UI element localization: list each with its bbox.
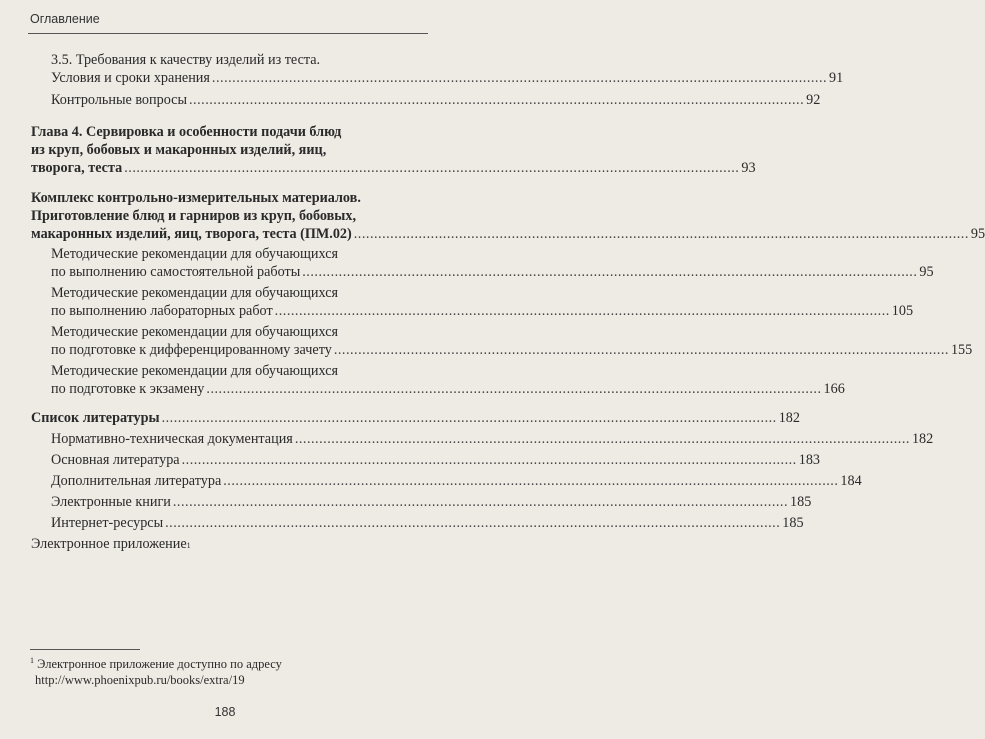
dot-leader: ........................................................................................................................................................ [124, 160, 740, 176]
toc-page-number: 95 [970, 226, 985, 242]
toc-entry [51, 430, 934, 448]
toc-entry-title: Методические рекомендации для обучающихся [51, 285, 339, 301]
dot-leader: ........................................................................................................................................................ [161, 410, 777, 426]
toc-entry-title: Условия и сроки хранения [51, 70, 210, 86]
toc-entry-title: Методические рекомендации для обучающихся [51, 363, 339, 379]
toc-entry-title: Основная литература [51, 452, 180, 468]
toc-entry-title: Методические рекомендации для обучающихся [51, 246, 339, 262]
toc-page-number: 95 [919, 264, 934, 280]
dot-leader: ........................................................................................................................................................ [223, 473, 839, 489]
footnote-rule [30, 649, 140, 650]
toc-page-number: 183 [798, 452, 820, 468]
toc-entry [51, 362, 845, 398]
toc-page-number: 92 [806, 92, 821, 108]
dot-leader: ........................................................................................................................................................ [294, 431, 910, 447]
dot-leader: ........................................................................................................................................................ [165, 515, 781, 531]
toc-entry [51, 245, 934, 281]
toc-page-number: 105 [891, 303, 914, 319]
dot-leader: ........................................................................................................................................................ [274, 303, 890, 319]
toc-page-number: 184 [840, 473, 862, 489]
footnote-url: http://www.phoenixpub.ru/books/extra/19 [35, 673, 245, 687]
toc-entry [51, 91, 821, 109]
toc-entry-title: по подготовке к дифференцированному зачету [51, 342, 332, 358]
running-head: Оглавление [30, 12, 100, 26]
toc-entry-title: Нормативно-техническая документация [51, 431, 293, 447]
header-rule [28, 33, 428, 34]
toc-entry-title: Интернет-ресурсы [51, 515, 164, 531]
toc-chapter [31, 409, 800, 427]
toc-entry-title: Дополнительная литература [51, 473, 222, 489]
toc-entry-title: творога, теста [31, 160, 123, 176]
toc-entry-title: по подготовке к экзамену [51, 381, 205, 397]
toc-entry: Электронное приложение 1 [31, 536, 191, 552]
dot-leader: ........................................................................................................................................................ [189, 92, 805, 108]
dot-leader: ........................................................................................................................................................ [302, 264, 918, 280]
toc-page-number: 182 [778, 410, 800, 426]
dot-leader: ........................................................................................................................................................ [172, 494, 788, 510]
toc-entry [51, 472, 862, 490]
toc-entry [51, 51, 844, 87]
toc-page-number: 166 [823, 381, 845, 397]
toc-entry [51, 323, 973, 359]
toc-entry [51, 284, 914, 320]
dot-leader: ........................................................................................................................................................ [333, 342, 949, 358]
toc-page-number: 155 [950, 342, 973, 358]
toc-entry [51, 514, 804, 532]
toc-entry-title: Комплекс контрольно-измерительных материалов. [31, 190, 361, 206]
toc-entry-title: макаронных изделий, яиц, творога, теста (ПМ.02) [31, 226, 352, 242]
toc-entry-title: Контрольные вопросы [51, 92, 187, 108]
page-number: 188 [214, 705, 236, 719]
toc-page-number: 185 [782, 515, 804, 531]
footnote [30, 656, 430, 688]
dot-leader: ........................................................................................................................................................ [206, 381, 822, 397]
toc-chapter [31, 189, 985, 243]
dot-leader: ........................................................................................................................................................ [181, 452, 797, 468]
toc-entry-title: Электронное приложение [31, 536, 187, 552]
footnote-mark: 1 [30, 655, 34, 665]
toc-entry-title: Приготовление блюд и гарниров из круп, бобовых, [31, 208, 357, 224]
toc-entry-title: по выполнению лабораторных работ [51, 303, 273, 319]
toc-chapter [31, 123, 756, 177]
toc-entry-title: Электронные книги [51, 494, 171, 510]
toc-page-number: 91 [829, 70, 844, 86]
toc-page-number: 185 [790, 494, 812, 510]
toc-entry-title: Список литературы [31, 410, 160, 426]
toc-entry [51, 451, 820, 469]
toc-entry-title: из круп, бобовых и макаронных изделий, яиц, [31, 142, 327, 158]
toc-entry-title: по выполнению самостоятельной работы [51, 264, 301, 280]
footnote-text: Электронное приложение доступно по адресу [37, 657, 282, 671]
dot-leader: ........................................................................................................................................................ [211, 70, 828, 86]
toc-entry-title: 3.5. Требования к качеству изделий из теста. [51, 52, 321, 68]
toc-entry-title: Глава 4. Сервировка и особенности подачи блюд [31, 124, 342, 140]
toc-page-number: 93 [741, 160, 756, 176]
toc-page-number: 182 [911, 431, 934, 447]
toc-entry [51, 493, 812, 511]
toc-entry-title: Методические рекомендации для обучающихся [51, 324, 339, 340]
dot-leader: ........................................................................................................................................................ [353, 226, 969, 242]
